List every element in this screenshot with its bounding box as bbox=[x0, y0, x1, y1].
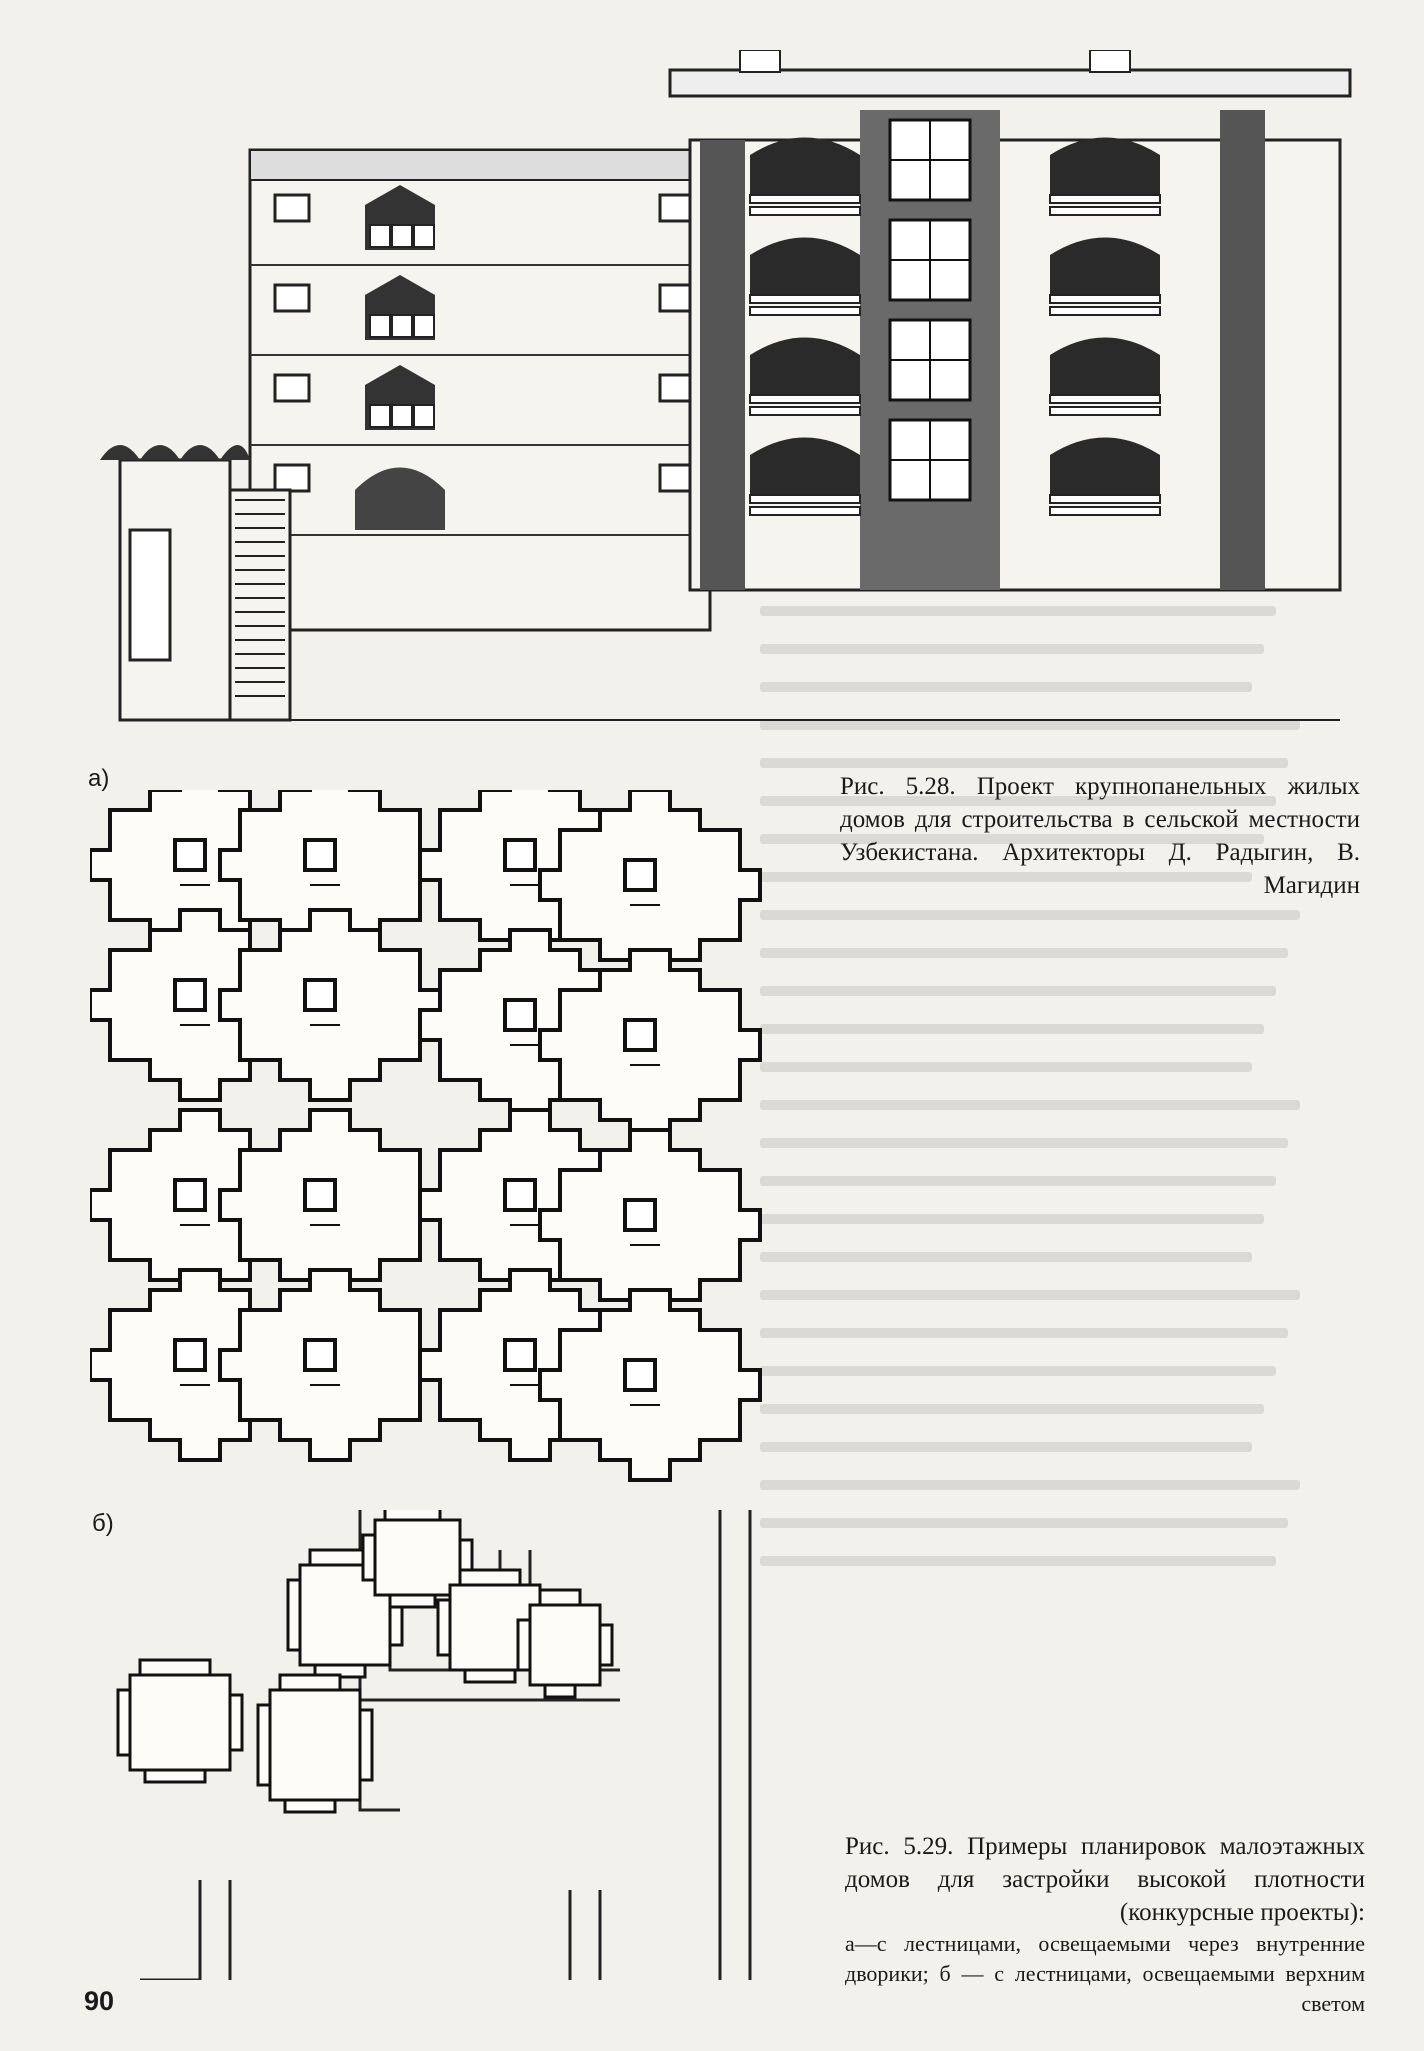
figure-5-29-caption bbox=[845, 1830, 1365, 2019]
figure-5-28-caption: Рис. 5.28. Проект крупнопанельных жилых домов для строительства в сельской местности Узбекистана. Архитекторы Д. Радыгин, В. Магидин bbox=[840, 773, 1360, 899]
figure-5-29-b-siteplan bbox=[100, 1510, 760, 1980]
figure-5-29-caption-main: Рис. 5.29. Примеры планировок малоэтажных домов для застройки высокой плотности (конкурсные проекты): bbox=[845, 1833, 1365, 1926]
figure-5-28-elevation bbox=[100, 50, 1360, 750]
figure-5-29-b-label: б) bbox=[92, 1510, 114, 1537]
figure-5-29-a-plans bbox=[90, 790, 810, 1510]
figure-5-29-caption-sub: а—с лестницами, освещаемыми через внутренние дворики; б — с лестницами, освещаемыми верхним светом bbox=[845, 1931, 1365, 2016]
figure-5-28-label: а) bbox=[88, 765, 110, 792]
page-number: 90 bbox=[84, 1986, 115, 2016]
